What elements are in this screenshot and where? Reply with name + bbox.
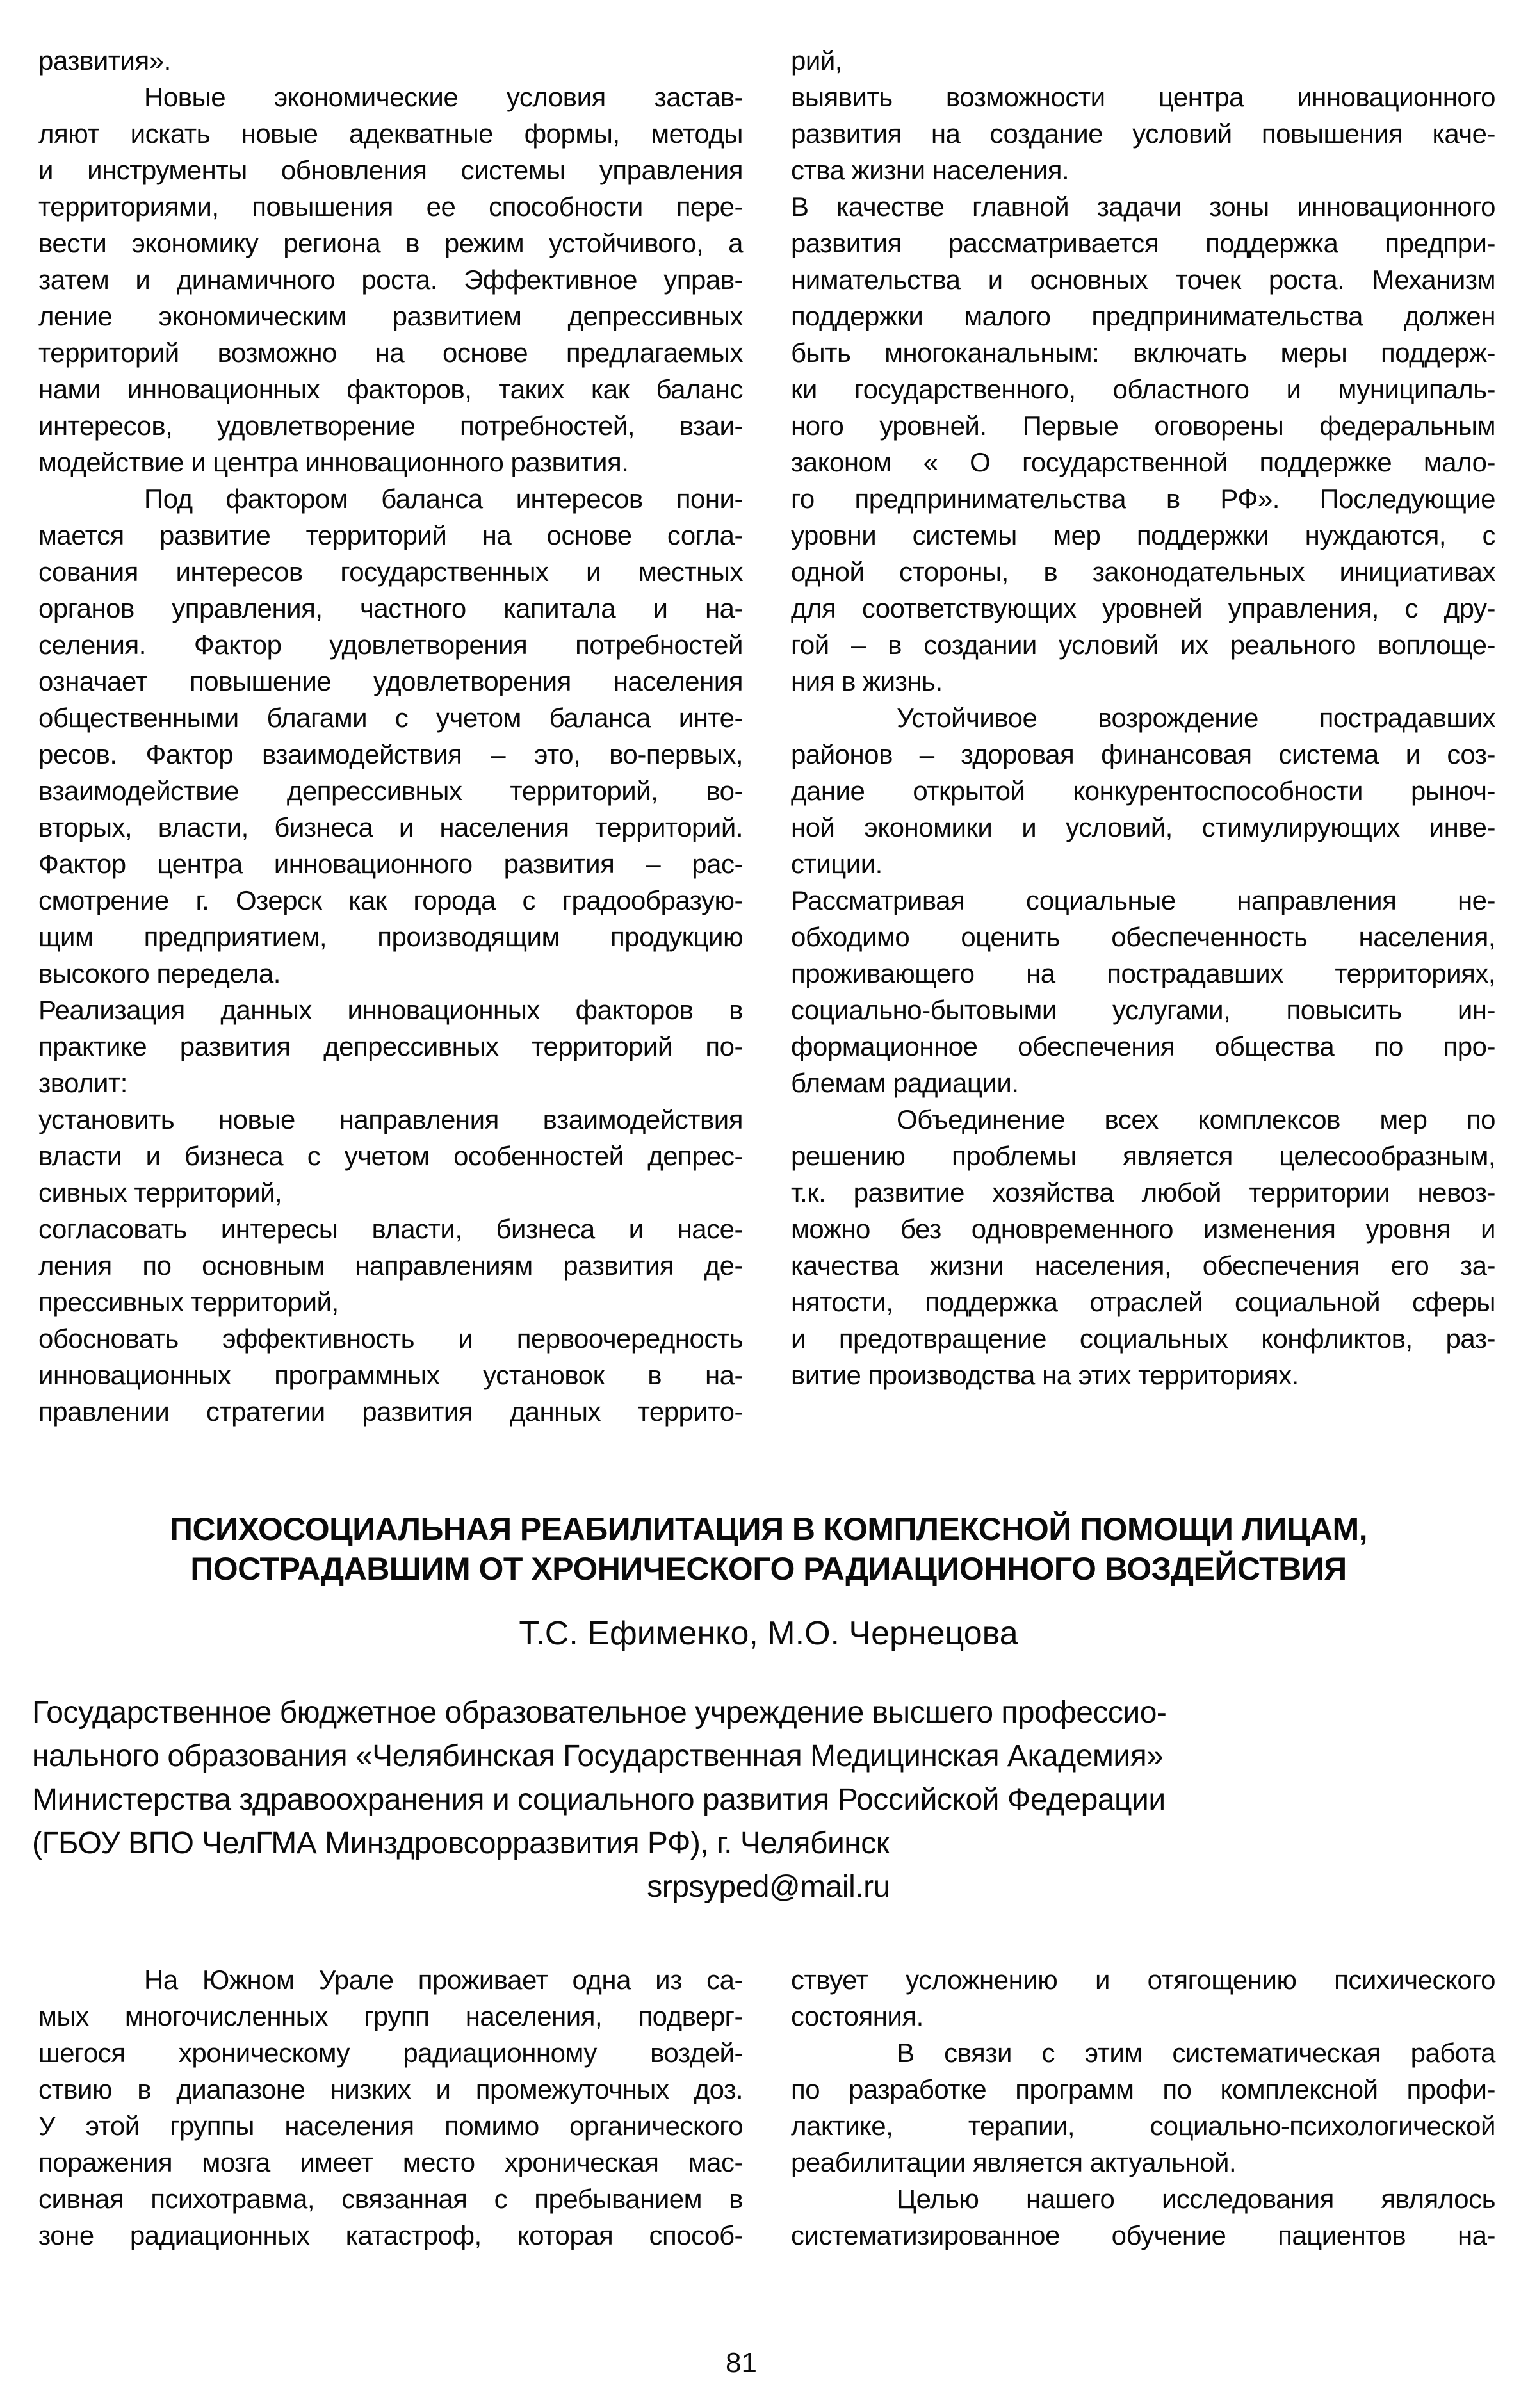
- text-line: высокого передела.: [38, 958, 281, 988]
- text-line: инновационных программных установок в на-: [38, 1360, 743, 1390]
- email-line: srpsyped@mail.ru: [647, 1870, 890, 1904]
- text-line: социально-бытовыми услугами, повысить ин-: [791, 995, 1495, 1025]
- text-line: сивная психотравма, связанная с пребыванием в: [38, 2184, 743, 2214]
- text-line: ства жизни населения.: [791, 155, 1069, 185]
- text-line: решению проблемы является целесообразным,: [791, 1141, 1495, 1171]
- affiliation-lines: [32, 1691, 1505, 1865]
- text-line: территорий возможно на основе предлагаемых: [38, 338, 743, 368]
- text-line: установить новые направления взаимодействия: [38, 1104, 743, 1134]
- bottom-left-text-column: [38, 1962, 743, 2254]
- text-line: витие производства на этих территориях.: [791, 1360, 1299, 1390]
- text-line: лактике, терапии, социально-психологической: [791, 2111, 1495, 2141]
- text-line: мается развитие территорий на основе согла-: [38, 520, 743, 550]
- text-line: для соответствующих уровней управления, с дру-: [791, 593, 1495, 623]
- text-line: реабилитации является актуальной.: [791, 2147, 1237, 2177]
- text-line: обосновать эффективность и первоочередность: [38, 1323, 743, 1354]
- text-line: Объединение всех комплексов мер по: [897, 1104, 1495, 1134]
- text-line: рий,: [791, 45, 842, 76]
- text-line: и предотвращение социальных конфликтов, раз-: [791, 1323, 1495, 1354]
- text-line: дание открытой конкурентоспособности рыноч-: [791, 776, 1495, 806]
- text-line: означает повышение удовлетворения населения: [38, 666, 743, 696]
- text-line: развития на создание условий повышения каче-: [791, 119, 1495, 149]
- text-line: В качестве главной задачи зоны инновационного: [791, 192, 1495, 222]
- text-line: общественными благами с учетом баланса инте-: [38, 703, 743, 733]
- text-line: На Южном Урале проживает одна из са-: [144, 1965, 743, 1995]
- text-line: прессивных территорий,: [38, 1287, 339, 1317]
- text-line: сования интересов государственных и местных: [38, 557, 743, 587]
- bottom-right-text-column: [791, 1962, 1495, 2254]
- text-line: Новые экономические условия застав-: [144, 82, 743, 112]
- text-line: зволит:: [38, 1068, 127, 1098]
- text-line: поддержки малого предпринимательства должен: [791, 301, 1495, 331]
- text-line: взаимодействие депрессивных территорий, во-: [38, 776, 743, 806]
- text-line: стиции.: [791, 849, 882, 879]
- text-line: го предпринимательства в РФ». Последующие: [791, 484, 1495, 514]
- text-line: У этой группы населения помимо органического: [38, 2111, 743, 2141]
- text-line: ного уровней. Первые оговорены федеральным: [791, 411, 1495, 441]
- text-line: проживающего на пострадавших территориях,: [791, 958, 1495, 988]
- article-title-line-1: ПСИХОСОЦИАЛЬНАЯ РЕАБИЛИТАЦИЯ В КОМПЛЕКСНОЙ ПОМОЩИ ЛИЦАМ,: [170, 1511, 1367, 1547]
- text-line: нятости, поддержка отраслей социальной сферы: [791, 1287, 1495, 1317]
- text-line: вторых, власти, бизнеса и населения территорий.: [38, 812, 743, 842]
- text-line: Фактор центра инновационного развития – рас-: [38, 849, 743, 879]
- text-line: качества жизни населения, обеспечения его за-: [791, 1250, 1495, 1281]
- text-line: развития рассматривается поддержка предпри-: [791, 228, 1495, 258]
- text-line: Рассматривая социальные направления не-: [791, 885, 1495, 915]
- text-line: блемам радиации.: [791, 1068, 1019, 1098]
- text-line: ление экономическим развитием депрессивных: [38, 301, 743, 331]
- text-line: правлении стратегии развития данных террито-: [38, 1396, 743, 1427]
- text-line: уровни системы мер поддержки нуждаются, с: [791, 520, 1495, 550]
- text-line: одной стороны, в законодательных инициативах: [791, 557, 1495, 587]
- text-line: выявить возможности центра инновационного: [791, 82, 1495, 112]
- text-line: вести экономику региона в режим устойчивого, а: [38, 228, 743, 258]
- text-line: нимательства и основных точек роста. Механизм: [791, 265, 1495, 295]
- affiliation-block: [32, 1691, 1505, 1909]
- text-line: зоне радиационных катастроф, которая способ-: [38, 2220, 743, 2250]
- text-line: ной экономики и условий, стимулирующих инве-: [791, 812, 1495, 842]
- text-line: Министерства здравоохранения и социального развития Российской Федерации: [32, 1783, 1166, 1817]
- top-right-text-column: [791, 42, 1495, 1393]
- text-line: ресов. Фактор взаимодействия – это, во-первых,: [38, 739, 743, 769]
- text-line: Реализация данных инновационных факторов в: [38, 995, 743, 1025]
- text-line: т.к. развитие хозяйства любой территории невоз-: [791, 1177, 1495, 1208]
- text-line: формационное обеспечения общества по про-: [791, 1031, 1495, 1061]
- text-line: модействие и центра инновационного развития.: [38, 447, 629, 477]
- text-line: ки государственного, областного и муниципаль-: [791, 374, 1495, 404]
- authors-line: Т.С. Ефименко, М.О. Чернецова: [519, 1615, 1018, 1652]
- text-line: селения. Фактор удовлетворения потребностей: [38, 630, 743, 660]
- text-line: смотрение г. Озерск как города с градообразую-: [38, 885, 743, 915]
- text-line: Устойчивое возрождение пострадавших: [897, 703, 1495, 733]
- text-line: можно без одновременного изменения уровня и: [791, 1214, 1495, 1244]
- text-line: и инструменты обновления системы управления: [38, 155, 743, 185]
- article-title: [32, 1509, 1505, 1589]
- text-line: Под фактором баланса интересов пони-: [144, 484, 743, 514]
- text-line: власти и бизнеса с учетом особенностей депрес-: [38, 1141, 743, 1171]
- text-line: обходимо оценить обеспеченность населения,: [791, 922, 1495, 952]
- text-line: ствует усложнению и отягощению психического: [791, 1965, 1495, 1995]
- text-line: затем и динамичного роста. Эффективное управ-: [38, 265, 743, 295]
- text-line: быть многоканальным: включать меры поддерж-: [791, 338, 1495, 368]
- text-line: территориями, повышения ее способности пере-: [38, 192, 743, 222]
- text-line: районов – здоровая финансовая система и соз-: [791, 739, 1495, 769]
- top-left-text-column: [38, 42, 743, 1430]
- text-line: ления по основным направлениям развития де-: [38, 1250, 743, 1281]
- text-line: ляют искать новые адекватные формы, методы: [38, 119, 743, 149]
- text-line: нами инновационных факторов, таких как баланс: [38, 374, 743, 404]
- text-line: Целью нашего исследования являлось: [897, 2184, 1495, 2214]
- text-line: практике развития депрессивных территорий по-: [38, 1031, 743, 1061]
- page-number: 81: [726, 2347, 757, 2379]
- text-line: сивных территорий,: [38, 1177, 282, 1208]
- text-line: согласовать интересы власти, бизнеса и насе-: [38, 1214, 743, 1244]
- text-line: состояния.: [791, 2001, 923, 2031]
- text-line: шегося хроническому радиационному воздей-: [38, 2038, 743, 2068]
- text-line: ния в жизнь.: [791, 666, 943, 696]
- text-line: мых многочисленных групп населения, подверг-: [38, 2001, 743, 2031]
- text-line: органов управления, частного капитала и на-: [38, 593, 743, 623]
- text-line: нального образования «Челябинская Государственная Медицинская Академия»: [32, 1739, 1164, 1773]
- text-line: развития».: [38, 45, 171, 76]
- text-line: по разработке программ по комплексной профи-: [791, 2074, 1495, 2104]
- text-line: В связи с этим систематическая работа: [897, 2038, 1495, 2068]
- text-line: Государственное бюджетное образовательное учреждение высшего профессио-: [32, 1696, 1167, 1730]
- text-line: интересов, удовлетворение потребностей, взаи-: [38, 411, 743, 441]
- text-line: гой – в создании условий их реального воплоще-: [791, 630, 1495, 660]
- text-line: ствию в диапазоне низких и промежуточных доз.: [38, 2074, 743, 2104]
- article-title-line-2: ПОСТРАДАВШИМ ОТ ХРОНИЧЕСКОГО РАДИАЦИОННОГО ВОЗДЕЙСТВИЯ: [190, 1551, 1347, 1587]
- text-line: законом « О государственной поддержке мало-: [791, 447, 1495, 477]
- text-line: систематизированное обучение пациентов на-: [791, 2220, 1495, 2250]
- text-line: щим предприятием, производящим продукцию: [38, 922, 743, 952]
- text-line: поражения мозга имеет место хроническая мас-: [38, 2147, 743, 2177]
- text-line: (ГБОУ ВПО ЧелГМА Минздровсорразвития РФ), г. Челябинск: [32, 1826, 890, 1860]
